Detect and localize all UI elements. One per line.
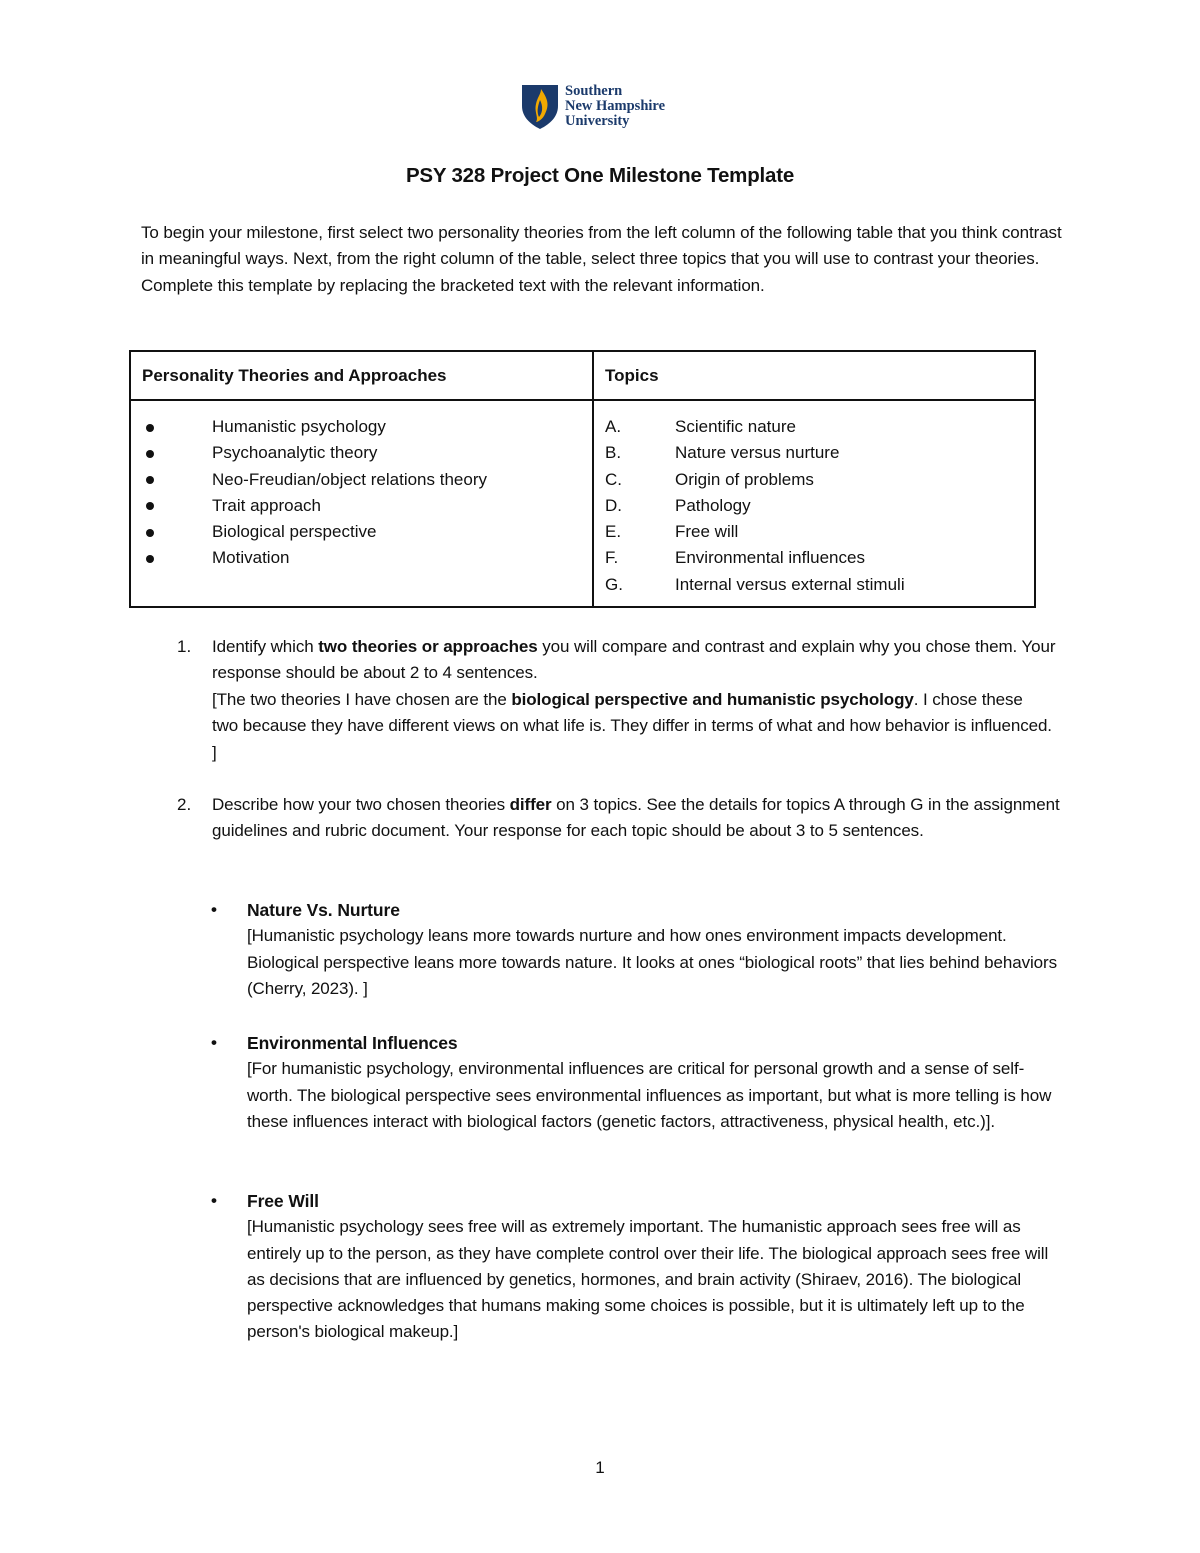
topic-text: [Humanistic psychology leans more towards nurture and how ones environment impacts development. Biological perspective leans more towards nature. It looks at ones “biological roots” that lies behind behaviors (Cherry, 2023). ]	[247, 926, 1057, 998]
question-1-prompt: Identify which two theories or approaches you will compare and contrast and explain why you chose them. Your response should be about 2 to 4 sentences.	[212, 637, 1056, 683]
topic-answer-free-will	[247, 1188, 1067, 1346]
list-item: C. Origin of problems	[605, 469, 814, 489]
question-2-prompt: Describe how your two chosen theories differ on 3 topics. See the details for topics A through G in the assignment guidelines and rubric document. Your response for each topic should be about 3 to 5 sentences.	[212, 795, 1060, 841]
theories-topics-table	[129, 350, 1036, 608]
theories-header: Personality Theories and Approaches	[130, 351, 593, 400]
list-item: Motivation	[142, 545, 592, 571]
topics-cell	[593, 400, 1035, 607]
list-item: Psychoanalytic theory	[142, 440, 592, 466]
document-title: PSY 328 Project One Milestone Template	[405, 164, 795, 187]
theories-list	[142, 414, 592, 572]
topic-heading: Free Will	[247, 1191, 319, 1211]
question-2-number: 2.	[177, 795, 192, 814]
list-item: Humanistic psychology	[142, 414, 592, 440]
shield-flame-icon	[521, 84, 559, 130]
list-item: F. Environmental influences	[605, 548, 865, 568]
bullet-icon: •	[211, 900, 217, 919]
list-item: B. Nature versus nurture	[605, 443, 840, 463]
intro-paragraph: To begin your milestone, first select two personality theories from the left column of the following table that you think contrast in meaningful ways. Next, from the right column of the table, select three topics that you will use to contrast your theories. Complete this template by replacing the bracketed text with the relevant information.	[141, 223, 1062, 295]
logo-line-3: University	[565, 113, 630, 129]
question-1-answer: [The two theories I have chosen are the biological perspective and humanistic psychology. I chose these two because they have different views on what life is. They differ in terms of what and how behavior is influenced. ]	[212, 690, 1052, 762]
table-header-row	[130, 351, 1035, 400]
list-item: Biological perspective	[142, 519, 592, 545]
table-body-row	[130, 400, 1035, 607]
list-item: A. Scientific nature	[605, 417, 796, 436]
topic-heading: Environmental Influences	[247, 1033, 458, 1053]
list-item: D. Pathology	[605, 495, 751, 515]
bullet-icon: •	[211, 1191, 217, 1210]
topic-text: [For humanistic psychology, environmental influences are critical for personal growth and a sense of self-worth. The biological perspective sees environmental influences as important, but what is more telling is how these influences interact with biological factors (genetic factors, attractiveness, physical health, etc.)].	[247, 1059, 1052, 1131]
list-item: Neo-Freudian/object relations theory	[142, 467, 592, 493]
question-1-number: 1.	[177, 637, 192, 656]
bullet-icon	[146, 502, 154, 510]
university-logo	[521, 84, 665, 130]
theories-cell	[130, 400, 593, 607]
topics-list	[605, 414, 1034, 598]
logo-line-1: Southern	[565, 83, 623, 99]
logo-wordmark	[565, 84, 665, 129]
logo-line-2: New Hampshire	[565, 98, 666, 114]
list-item: G. Internal versus external stimuli	[605, 574, 905, 594]
bullet-icon	[146, 424, 154, 432]
page-number: 1	[595, 1458, 605, 1477]
topics-header: Topics	[593, 351, 1035, 400]
bullet-icon: •	[211, 1033, 217, 1052]
bullet-icon	[146, 450, 154, 458]
bullet-icon	[146, 529, 154, 537]
list-item: Trait approach	[142, 493, 592, 519]
bullet-icon	[146, 555, 154, 563]
list-item: E. Free will	[605, 522, 739, 542]
topic-answer-nature-nurture	[247, 897, 1067, 1002]
topic-heading: Nature Vs. Nurture	[247, 900, 400, 920]
bullet-icon	[146, 476, 154, 484]
topic-answer-environmental	[247, 1030, 1067, 1135]
topic-text: [Humanistic psychology sees free will as extremely important. The humanistic approach sees free will as entirely up to the person, as they have complete control over their life. The biological approach sees free will as decisions that are influenced by genetics, hormones, and brain activity (Shiraev, 2016). The biological perspective acknowledges that humans making some choices is possible, but it is ultimately left up to the person's biological makeup.]	[247, 1217, 1049, 1342]
